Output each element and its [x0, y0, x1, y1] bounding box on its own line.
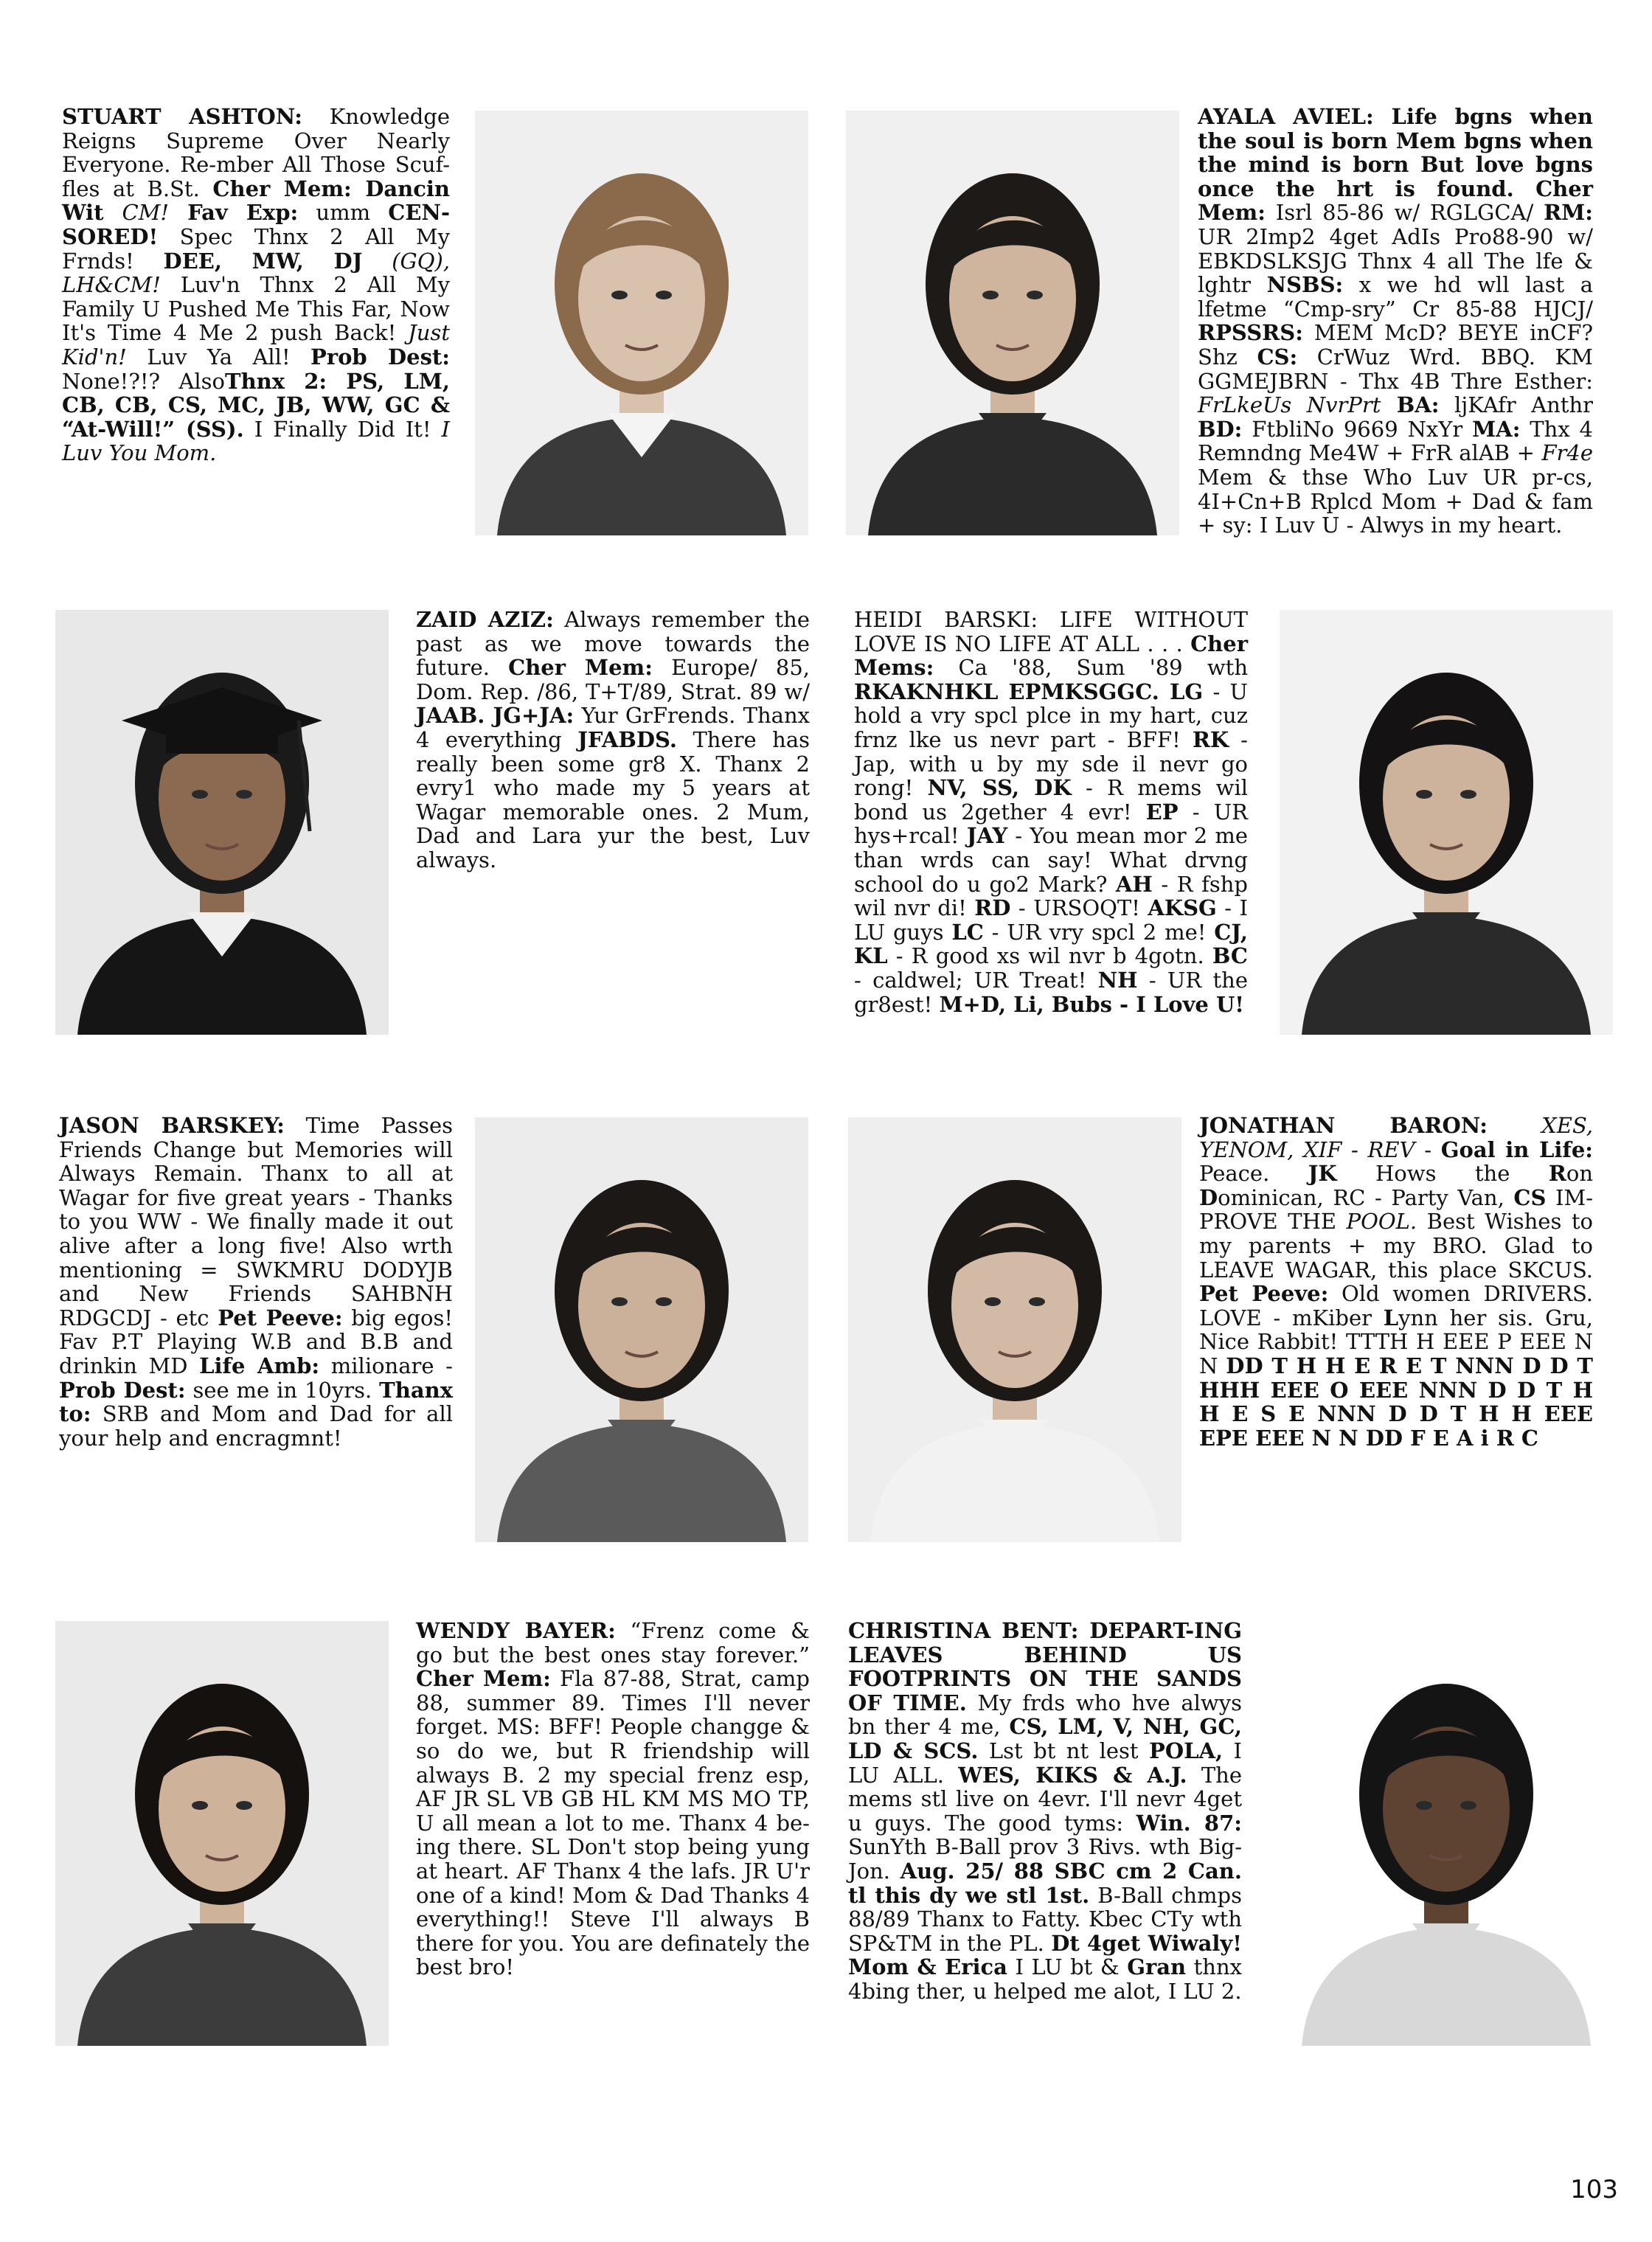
bio-text: POOL.: [1346, 1209, 1417, 1235]
bio-text: -: [1415, 1136, 1441, 1162]
bio-text: Best Wishes to my parents + my BRO. Glad to LEAVE WAGAR, this place SKCUS.: [1199, 1209, 1593, 1283]
bio-text: - URSOQT!: [1010, 895, 1148, 921]
bio-text: big egos! Fav P.T Playing W.B and B.B and drinkin MD: [59, 1305, 454, 1378]
portrait-eye: [192, 790, 208, 799]
bio-text: Cher Mems:: [854, 631, 1248, 681]
portrait-eye: [1029, 1297, 1045, 1306]
bio-text: Pet Peeve:: [218, 1305, 343, 1330]
bio-text: Spec Thnx 2 All My Frnds!: [62, 223, 450, 274]
bio-text: There has really been some gr8 X. Thanx 2 evry1 who made my 5 years at Wagar memorable ones. 2 Mum, Dad and Lara yur the best, Luv always.: [416, 726, 810, 872]
student-name: JASON BARSKEY:: [59, 1113, 285, 1138]
bio-text: FtbliNo 9669 NxYr: [1242, 416, 1473, 442]
bio-text: - I LU guys: [854, 895, 1248, 945]
bio-wendy-bayer: [416, 1619, 810, 1979]
bio-text: I Finally Did It!: [243, 416, 442, 442]
page-number: 103: [1570, 2175, 1618, 2204]
bio-text: D: [1199, 1184, 1218, 1210]
portrait-graphic: [1280, 610, 1613, 1035]
bio-text: ynn her sis. Gru, Nice Rabbit! TTTH H EEE P EEE N N: [1199, 1305, 1593, 1378]
bio-text: RM:: [1544, 200, 1593, 226]
portrait-graphic: [55, 610, 389, 1035]
portrait-eye: [1416, 1801, 1432, 1810]
bio-text: - UR vry spcl 2 me!: [983, 919, 1215, 945]
photo-jonathan-baron: [848, 1117, 1181, 1542]
bio-text: RKAKNHKL EPMKSGGC. LG: [854, 678, 1204, 704]
bio-text: Gran: [1127, 1954, 1187, 1980]
bio-text: SRB and Mom and Dad for all your help and encragmnt!: [59, 1401, 453, 1451]
bio-text: BD:: [1198, 416, 1243, 442]
bio-text: JK: [1308, 1161, 1337, 1187]
bio-heidi-barski: [854, 608, 1248, 1016]
bio-text: NV, SS, DK: [927, 775, 1072, 801]
portrait-eye: [985, 1297, 1001, 1306]
bio-text: JAAB. JG+JA:: [416, 703, 575, 729]
bio-text: BC: [1212, 943, 1248, 969]
bio-text: FrLkeUs NvrPrt: [1198, 392, 1381, 418]
bio-text: - You mean mor 2 me than wrds can say! What drvng school do u go2 Mark?: [854, 823, 1248, 897]
bio-text: Old women DRIVERS. LOVE - mKiber: [1199, 1281, 1593, 1330]
bio-text: - U hold a vry spcl plce in my hart, cuz frnz lke us nevr part - BFF!: [854, 678, 1248, 752]
bio-text: I LU bt &: [1007, 1954, 1128, 1980]
bio-text: - R mems wil bond us 2gether 4 evr!: [854, 775, 1248, 825]
bio-text: Yur GrFrends. Thanx 4 everything: [416, 703, 810, 752]
bio-text: MA:: [1472, 416, 1521, 442]
bio-text: CJ, KL: [854, 919, 1248, 969]
portrait-eye: [611, 291, 628, 299]
bio-text: Thnx 2: PS, LM, CB, CB, CS, MC, JB, WW, GC & “At-Will!” (SS).: [62, 368, 450, 442]
bio-text: Mem & thse Who Luv UR pr-cs, 4I+Cn+B Rplcd Mom + Dad & fam + sy: I Luv U - Alwys in my heart.: [1198, 464, 1593, 538]
bio-text: Always remember the past as we move towards the future.: [416, 607, 810, 681]
bio-text: I LU ALL.: [848, 1738, 1242, 1788]
bio-text: I Luv You Mom.: [62, 416, 450, 466]
portrait-cap-band: [166, 721, 278, 754]
bio-text: SunYth B-Ball prov 3 Rivs. wth Big-Jon.: [848, 1834, 1242, 1884]
bio-text: BA:: [1381, 392, 1440, 418]
bio-text: Aug. 25/ 88 SBC cm 2 Can. tl this dy we stl 1st.: [848, 1858, 1242, 1908]
bio-text: UR 2Imp2 4get AdIs Pro88-90 w/ EBKDSLKSJG Thnx 4 all The lfe & lghtr: [1198, 223, 1593, 298]
student-name: ZAID AZIZ:: [416, 607, 554, 632]
student-name: HEIDI BARSKI:: [854, 607, 1038, 632]
bio-text: Fr4e: [1541, 440, 1593, 466]
bio-text: - R fshp wil nvr di!: [854, 871, 1248, 921]
portrait-graphic: [846, 111, 1179, 535]
bio-text: None!?!? Also: [62, 368, 225, 394]
bio-text: B-Ball chmps 88/89 Thanx to Fatty. Kbec CTy wth SP&TM in the PL.: [848, 1882, 1242, 1956]
portrait-eye: [1460, 790, 1476, 799]
bio-text: R: [1548, 1161, 1566, 1187]
bio-text: JAY: [966, 823, 1008, 849]
bio-text: - UR the gr8est!: [854, 967, 1248, 1017]
bio-text: XES, YENOM, XIF - REV: [1199, 1113, 1593, 1162]
photo-ayala-aviel: [846, 111, 1179, 535]
bio-text: Prob Dest:: [310, 344, 450, 369]
bio-text: POLA,: [1149, 1738, 1224, 1763]
bio-text: Luv Ya All!: [126, 344, 310, 369]
bio-text: LIFE WITHOUT LOVE IS NO LIFE AT ALL . . .: [854, 607, 1248, 656]
bio-text: Thanx to:: [59, 1377, 453, 1427]
bio-text: Isrl 85-86 w/ RGLGCA/: [1265, 200, 1544, 226]
portrait-eye: [982, 291, 999, 299]
portrait-eye: [1460, 1801, 1476, 1810]
bio-text: Prob Dest:: [59, 1377, 186, 1403]
bio-text: JFABDS.: [577, 726, 677, 752]
bio-text: MEM McD? BEYE inCF? Shz: [1198, 320, 1593, 369]
portrait-graphic: [1280, 1621, 1613, 2046]
bio-text: - R good xs wil nvr b 4gotn.: [887, 943, 1212, 969]
photo-zaid-aziz: [55, 610, 389, 1035]
bio-text: Cher Mem:: [416, 1666, 551, 1692]
bio-text: Cher Mem:: [508, 655, 653, 681]
bio-text: Fla 87-88, Strat, camp 88, summer 89. Times I'll never forget. MS: BFF! People changge & so do we, but R friendship will always B. 2 my special frenz esp, AF JR SL VB GB HL KM MS MO TP, U all mean a lot to me. Thanx 4 be-ing there. SL Don't stop being yung at heart. AF Thanx 4 the lafs. JR U'r one of a kind! Mom & Dad Thanks 4 everything!! Steve I'll always B there for you. You are definately the best bro!: [416, 1666, 810, 1980]
bio-text: Knowledge Reigns Supreme Over Nearly Everyone. Re-mber All Those Scuf-fles at B.St.: [62, 104, 450, 201]
photo-wendy-bayer: [55, 1621, 389, 2046]
portrait-eye: [236, 790, 252, 799]
portrait-eye: [1416, 790, 1432, 799]
bio-text: see me in 10yrs.: [185, 1377, 380, 1403]
bio-text: Time Passes Friends Change but Memories will Always Remain. Thanx to all at Wagar for five great years - Thanks to you WW - We finally made it out alive after a long five! Also wrth mentioning = SWKMRU DODYJB and New Friends SAHBNH RDGCDJ - etc: [59, 1113, 453, 1330]
photo-christina-bent: [1280, 1621, 1613, 2046]
bio-text: CS, LM, V, NH, GC, LD & SCS.: [848, 1714, 1242, 1763]
portrait-graphic: [848, 1117, 1181, 1542]
bio-text: Just Kid'n!: [62, 320, 450, 369]
bio-text: IM-PROVE THE: [1199, 1184, 1593, 1235]
bio-text: Dt 4get Wiwaly! Mom & Erica: [848, 1930, 1242, 1980]
bio-text: - Jap, with u by my sde il nevr go rong!: [854, 726, 1248, 801]
portrait-eye: [236, 1801, 252, 1810]
portrait-eye: [611, 1297, 628, 1306]
photo-jason-barskey: [475, 1117, 808, 1542]
student-name: JONATHAN BARON:: [1199, 1113, 1488, 1138]
bio-text: CS: [1513, 1184, 1547, 1210]
bio-text: ljKAfr Anthr: [1439, 392, 1593, 418]
bio-stuart-ashton: [62, 105, 450, 465]
bio-text: NH: [1097, 967, 1138, 993]
bio-text: CM!: [122, 200, 170, 226]
bio-text: Peace.: [1199, 1161, 1308, 1187]
bio-text: (GQ), LH&CM!: [62, 248, 451, 298]
bio-text: AH: [1115, 871, 1153, 897]
bio-text: - caldwel; UR Treat!: [854, 967, 1098, 993]
student-name: STUART ASHTON:: [62, 104, 302, 129]
bio-text: RD: [974, 895, 1011, 921]
portrait-graphic: [475, 1117, 808, 1542]
student-name: AYALA AVIEL:: [1198, 104, 1374, 129]
bio-text: Ca '88, Sum '89 wth: [934, 655, 1248, 681]
bio-text: CEN-SORED!: [62, 200, 450, 249]
portrait-eye: [1027, 291, 1043, 299]
student-name: CHRISTINA BENT:: [848, 1618, 1079, 1643]
bio-text: RPSSRS:: [1198, 320, 1303, 346]
bio-text: on: [1566, 1161, 1593, 1187]
bio-text: DEPART-ING LEAVES BEHIND US FOOTPRINTS ON THE SANDS OF TIME.: [848, 1618, 1243, 1715]
student-name: WENDY BAYER:: [416, 1618, 616, 1643]
bio-text: My frds who hve alwys bn ther 4 me,: [848, 1690, 1242, 1740]
bio-text: Luv'n Thnx 2 All My Family U Pushed Me This Far, Now It's Time 4 Me 2 push Back!: [62, 272, 450, 346]
bio-text: CS:: [1257, 344, 1298, 369]
bio-text: Pet Peeve:: [1199, 1281, 1329, 1307]
bio-text: AKSG: [1148, 895, 1217, 921]
bio-text: umm: [298, 200, 389, 226]
bio-text: WES, KIKS & A.J.: [958, 1762, 1187, 1788]
portrait-graphic: [475, 111, 808, 535]
bio-text: Goal in Life:: [1440, 1136, 1593, 1162]
photo-heidi-barski: [1280, 610, 1613, 1035]
bio-text: Cher Mem: Dancin Wit: [62, 176, 451, 226]
bio-text: DD T H H E R E T NNN D D T HHH EEE O EEE NNN D D T H H E S E NNN D D T H H EEE EPE EEE N N DD F E A i R C: [1199, 1353, 1593, 1451]
bio-text: ominican, RC - Party Van,: [1218, 1184, 1514, 1210]
portrait-eye: [192, 1801, 208, 1810]
bio-text: CrWuz Wrd. BBQ. KM GGMEJBRN - Thx 4B Thre Esther:: [1198, 344, 1593, 394]
bio-text: M+D, Li, Bubs - I Love U!: [939, 991, 1245, 1017]
bio-jason-barskey: [59, 1114, 453, 1450]
bio-text: Life bgns when the soul is born Mem bgns when the mind is born But love bgns once the hrt is found. Cher Mem:: [1198, 104, 1593, 226]
bio-text: EP: [1145, 799, 1179, 825]
bio-text: Hows the: [1336, 1161, 1549, 1187]
photo-stuart-ashton: [475, 111, 808, 535]
portrait-eye: [656, 291, 672, 299]
portrait-eye: [656, 1297, 672, 1306]
portrait-graphic: [55, 1621, 389, 2046]
bio-text: “Frenz come & go but the best ones stay forever.”: [416, 1618, 810, 1667]
bio-zaid-aziz: [416, 608, 810, 872]
bio-text: Europe/ 85, Dom. Rep. /86, T+T/89, Strat. 89 w/: [416, 655, 810, 704]
bio-text: L: [1383, 1305, 1399, 1330]
bio-text: Life Amb:: [199, 1353, 320, 1378]
bio-text: The mems stl live on 4evr. I'll nevr 4get u guys. The good tyms:: [848, 1762, 1242, 1836]
bio-text: Fav Exp:: [169, 200, 299, 226]
bio-text: milionare -: [319, 1353, 453, 1378]
bio-text: RK: [1192, 726, 1229, 752]
bio-text: x we hd wll last a lfetme “Cmp-sry” Cr 85-88 HJCJ/: [1198, 272, 1593, 322]
bio-text: Win. 87:: [1136, 1810, 1242, 1836]
bio-text: thnx 4bing ther, u helped me alot, I LU 2.: [848, 1954, 1242, 2004]
bio-text: Thx 4 Remndng Me4W + FrR alAB +: [1198, 416, 1594, 466]
bio-text: LC: [951, 919, 984, 945]
bio-text: DEE, MW, DJ: [163, 248, 363, 274]
bio-text: Lst bt nt lest: [978, 1738, 1150, 1763]
bio-jonathan-baron: [1199, 1114, 1593, 1450]
bio-christina-bent: [848, 1619, 1242, 2004]
bio-text: NSBS:: [1266, 272, 1344, 298]
bio-text: - UR hys+rcal!: [854, 799, 1248, 849]
bio-ayala-aviel: [1198, 105, 1593, 538]
